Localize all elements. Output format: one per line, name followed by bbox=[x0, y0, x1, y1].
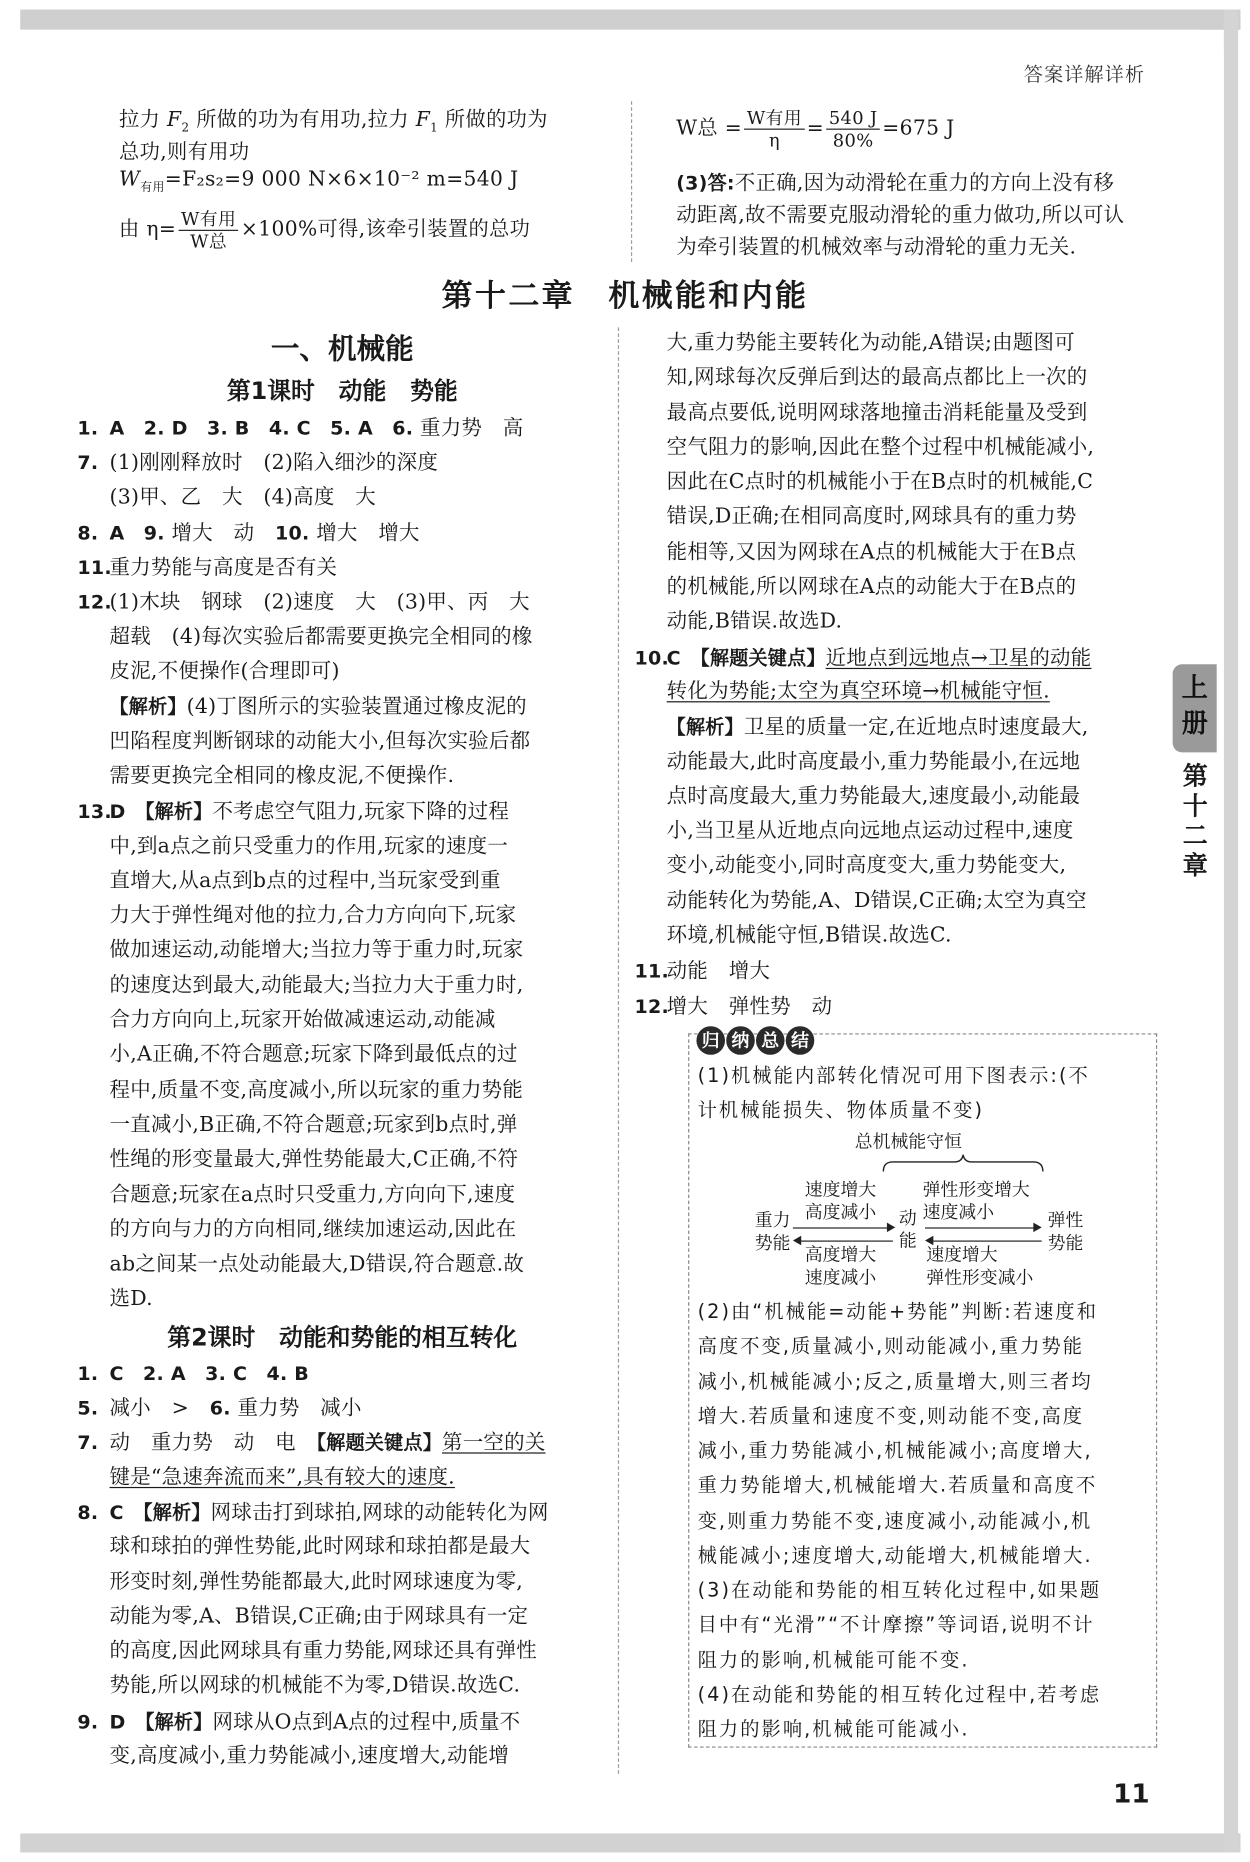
text-segment: 重力势 减小 bbox=[230, 1396, 362, 1421]
answer-line bbox=[635, 849, 1165, 884]
summary-line: 变,则重力势能不变,速度减小,动能减小,机 bbox=[697, 1508, 1093, 1532]
answer-line bbox=[77, 1425, 607, 1460]
text-segment: 形变时刻,弹性势能都最大,此时网球速度为零, bbox=[109, 1569, 524, 1594]
right-column bbox=[635, 326, 1165, 1024]
text-segment: C 2. A 3. C 4. B bbox=[109, 1361, 310, 1385]
answer-line bbox=[635, 326, 1165, 361]
text-segment: 【解题关键点】 bbox=[316, 1431, 443, 1454]
answer-line bbox=[635, 361, 1165, 396]
summary-line: (4)在动能和势能的相互转化过程中,若考虑 bbox=[697, 1683, 1102, 1706]
text-segment: 不考虑空气阻力,玩家下降的过程 bbox=[212, 800, 510, 825]
lesson-1-title: 第1课时 动能 势能 bbox=[226, 376, 458, 405]
text-segment: 变小,动能变小,同时高度变大,重力势能变大, bbox=[666, 854, 1067, 878]
answer-line bbox=[77, 446, 607, 481]
answer-line bbox=[676, 232, 1164, 265]
text-segment: 重力势 高 bbox=[413, 416, 524, 441]
text-segment: 减小 > bbox=[109, 1396, 210, 1421]
text-segment: 不正确,因为动滑轮在重力的方向上没有移 bbox=[734, 171, 1115, 196]
item-number: 7. bbox=[77, 451, 99, 475]
answer-line bbox=[77, 1283, 607, 1318]
answer-line bbox=[77, 1565, 607, 1600]
running-header: 答案详解详析 bbox=[1023, 63, 1146, 86]
text-segment: 合力方向向上,玩家开始做减速运动,动能减 bbox=[109, 1008, 496, 1033]
answer-line bbox=[77, 1356, 607, 1391]
badge-char: 总 bbox=[756, 1026, 785, 1055]
answer-line bbox=[77, 1635, 607, 1670]
text-segment: 力大于弹性绳对他的拉力,合力方向向下,玩家 bbox=[109, 903, 517, 928]
answer-line bbox=[77, 1213, 607, 1248]
text-segment: A 9. bbox=[109, 521, 165, 544]
text-segment: 键是“急速奔流而来”,具有较大的速度. bbox=[109, 1465, 455, 1489]
lesson-2-answers bbox=[77, 1356, 607, 1775]
arrow-right-icon bbox=[925, 1227, 1039, 1228]
summary-line: (3)在动能和势能的相互转化过程中,如果题 bbox=[697, 1578, 1102, 1602]
gravitational-pe-label: 重力 势能 bbox=[754, 1209, 791, 1254]
answer-line bbox=[635, 396, 1165, 431]
chapter-tab: 第十二章 bbox=[1182, 761, 1208, 880]
answer-line bbox=[77, 1143, 607, 1178]
text-segment: 网球从O点到A点的过程中,质量不 bbox=[212, 1710, 521, 1735]
text-segment: 【解析】 bbox=[109, 695, 187, 719]
answer-line bbox=[635, 570, 1165, 605]
text-segment: 最高点要低,说明网球落地撞击消耗能量及受到 bbox=[666, 400, 1088, 425]
text-segment: ab之间某一点处动能最大,D错误,符合题意.故 bbox=[109, 1252, 525, 1277]
answer-line bbox=[77, 934, 607, 969]
text-segment: 动距离,故不需要克服动滑轮的重力做功,所以可认 bbox=[676, 202, 1125, 227]
answer-line bbox=[77, 1739, 607, 1774]
answer-line bbox=[635, 431, 1165, 466]
scan-border-top bbox=[20, 10, 1240, 30]
answer-line bbox=[635, 501, 1165, 536]
answer-line bbox=[77, 829, 607, 864]
text-segment: C 【解析】 bbox=[109, 1501, 211, 1524]
text-segment: C 【解题关键点】 bbox=[666, 646, 826, 669]
item-number: 1. bbox=[77, 416, 99, 440]
item-number: 8. bbox=[77, 521, 99, 544]
text-segment: 直增大,从a点到b点的过程中,当玩家受到重 bbox=[109, 868, 501, 893]
text-segment: 选D. bbox=[109, 1287, 153, 1312]
text-segment: 动能转化为势能,A、D错误,C正确;太空为真空 bbox=[666, 889, 1087, 913]
volume-tab: 上册 bbox=[1173, 664, 1217, 752]
text-segment: 近地点到远地点→卫星的动能 bbox=[825, 646, 1092, 670]
item-number: 9. bbox=[77, 1710, 99, 1733]
column-divider-top bbox=[631, 101, 632, 262]
elastic-pe-label: 弹性 势能 bbox=[1047, 1209, 1084, 1254]
text-segment: 增大 增大 bbox=[309, 521, 420, 546]
text-segment: 小,A正确,不符合题意;玩家下降到最低点的过 bbox=[109, 1043, 518, 1068]
text-segment: 势能,所以网球的机械能不为零,D错误.故选C. bbox=[109, 1674, 521, 1699]
item-number: 12. bbox=[634, 994, 670, 1018]
text-segment: 合题意;玩家在a点时只受重力,方向向下,速度 bbox=[109, 1182, 516, 1207]
text-segment: A 2. D 3. B 4. C 5. A 6. bbox=[109, 416, 414, 440]
item-number: 1. bbox=[77, 1361, 99, 1385]
answer-line bbox=[77, 794, 607, 829]
text-segment: D 【解析】 bbox=[109, 1710, 213, 1733]
item-number: 10. bbox=[634, 646, 670, 669]
text-segment: 卫星的质量一定,在近地点时速度最大, bbox=[743, 715, 1089, 740]
kinetic-energy-label: 动 能 bbox=[898, 1207, 917, 1252]
answer-line bbox=[77, 1178, 607, 1213]
text-segment: 性绳的形变量最大,弹性势能最大,C正确,不符 bbox=[109, 1147, 519, 1172]
item-number: 12. bbox=[77, 591, 112, 614]
text-segment: (4)丁图所示的实验装置通过橡皮泥的 bbox=[186, 695, 527, 720]
diagram-label: 速度增大 高度减小 bbox=[804, 1178, 877, 1223]
answer-line bbox=[77, 550, 607, 585]
answer-line bbox=[635, 745, 1165, 780]
arrow-left-icon bbox=[795, 1241, 893, 1242]
text-segment: 的方向与力的方向相同,继续加速运动,因此在 bbox=[109, 1217, 517, 1242]
answer-line bbox=[676, 167, 1164, 200]
text-segment: 为牵引装置的机械效率与动滑轮的重力无关. bbox=[676, 235, 1077, 260]
answer-line bbox=[77, 1073, 607, 1108]
answer-line bbox=[77, 1039, 607, 1074]
answer-line bbox=[77, 1670, 607, 1705]
text-segment: 动能最大,此时高度最小,重力势能最小,在远地 bbox=[666, 749, 1081, 774]
badge-char: 纳 bbox=[726, 1026, 755, 1055]
useful-work-formula: $W_{有用}=F_2s_2=9$ 000 N×6×10⁻² m=540 J bbox=[119, 167, 519, 195]
answer-line bbox=[635, 954, 1165, 989]
scan-border-bottom bbox=[20, 1833, 1240, 1852]
text-segment: 动能为零,A、B错误,C正确;由于网球具有一定 bbox=[109, 1604, 529, 1629]
text-segment: 一直减小,B正确,不符合题意;玩家到b点时,弹 bbox=[109, 1113, 518, 1137]
text-segment: 大,重力势能主要转化为动能,A错误;由题图可 bbox=[666, 330, 1075, 355]
text-segment: (3)甲、乙 大 (4)高度 大 bbox=[109, 485, 376, 510]
answer-line bbox=[635, 466, 1165, 501]
item-number: 13. bbox=[77, 800, 112, 823]
answer-line bbox=[77, 411, 607, 446]
top-left-line-2: 总功,则有用功 bbox=[119, 140, 250, 165]
answer-line bbox=[77, 1460, 607, 1495]
answer-line bbox=[635, 605, 1165, 640]
text-segment: 动能,B错误.故选D. bbox=[666, 609, 843, 634]
text-segment: 的高度,因此网球具有重力势能,网球还具有弹性 bbox=[109, 1639, 538, 1664]
text-segment: 动能 增大 bbox=[666, 959, 771, 984]
text-segment: 皮泥,不便操作(合理即可) bbox=[109, 659, 340, 684]
summary-line: 增大.若质量和速度不变,则动能不变,高度 bbox=[697, 1404, 1085, 1428]
text-segment: 6. bbox=[209, 1396, 231, 1420]
left-column bbox=[77, 327, 607, 1774]
item-number: 8. bbox=[77, 1501, 99, 1524]
answer-line bbox=[635, 640, 1165, 675]
text-segment: 点时高度最大,重力势能最大,速度最小,动能最 bbox=[666, 784, 1081, 809]
summary-line: 减小,机械能减小;反之,质量增大,则三者均 bbox=[697, 1369, 1093, 1393]
answer-line bbox=[676, 199, 1164, 232]
text-segment: 做加速运动,动能增大;当拉力等于重力时,玩家 bbox=[109, 938, 524, 963]
answer-line bbox=[77, 585, 607, 620]
lesson-2-title: 第2课时 动能和势能的相互转化 bbox=[167, 1322, 518, 1351]
text-segment: 因此在C点时的机械能小于在B点时的机械能,C bbox=[666, 470, 1094, 495]
summary-line: 目中有“光滑”“不计摩擦”等词语,说明不计 bbox=[697, 1613, 1095, 1637]
answer-line bbox=[635, 535, 1165, 570]
text-segment: 转化为势能;太空为真空环境→机械能守恒. bbox=[666, 679, 1050, 704]
text-segment: 超载 (4)每次实验后都需要更换完全相同的橡 bbox=[109, 624, 533, 649]
answer-line bbox=[77, 620, 607, 655]
text-segment: 【解析】 bbox=[666, 715, 744, 739]
brace-icon bbox=[881, 1152, 1045, 1173]
text-segment: D 【解析】 bbox=[109, 800, 213, 823]
answer-line bbox=[77, 1391, 607, 1426]
answer-line bbox=[77, 760, 607, 795]
text-segment: 小,当卫星从近地点向远地点运动过程中,速度 bbox=[666, 819, 1074, 844]
answer-line bbox=[77, 1248, 607, 1283]
answer-line bbox=[77, 864, 607, 899]
answer-line bbox=[77, 655, 607, 690]
summary-badge bbox=[696, 1026, 814, 1055]
text-segment: 需要更换完全相同的橡皮泥,不便操作. bbox=[109, 764, 455, 789]
text-segment: 知,网球每次反弹后到达的最高点都比上一次的 bbox=[666, 365, 1088, 390]
page-number: 11 bbox=[1113, 1779, 1150, 1810]
item-number: 11. bbox=[634, 959, 670, 983]
diagram-label: 弹性形变增大 速度减小 bbox=[922, 1178, 1030, 1223]
answer-line bbox=[77, 899, 607, 934]
item-number: 7. bbox=[77, 1431, 99, 1454]
section-title: 一、机械能 bbox=[270, 332, 414, 366]
efficiency-formula: 由 η= $\frac{\text{W有用}}{\text{W总}}$ ×100%可得,该牵引装置的总功 bbox=[119, 208, 531, 253]
arrow-left-icon bbox=[927, 1241, 1041, 1242]
text-segment: 能相等,又因为网球在A点的机械能大于在B点 bbox=[666, 540, 1077, 565]
item-number: 5. bbox=[77, 1396, 99, 1420]
summary-line: 阻力的影响,机械能可能不变. bbox=[697, 1648, 970, 1671]
text-segment: 的速度达到最大,动能最大;当拉力大于重力时, bbox=[109, 973, 524, 998]
answer-line bbox=[77, 1704, 607, 1739]
text-segment: 重力势能与高度是否有关 bbox=[109, 556, 338, 580]
answer-line bbox=[635, 710, 1165, 745]
item-number: 11. bbox=[77, 556, 112, 579]
text-segment: (1)木块 钢球 (2)速度 大 (3)甲、丙 大 bbox=[109, 591, 530, 615]
column-divider bbox=[618, 327, 619, 1773]
answer-line bbox=[635, 675, 1165, 710]
summary-line: (1)机械能内部转化情况可用下图表示:(不 bbox=[697, 1064, 1090, 1087]
text-segment: 中,到a点之前只受重力的作用,玩家的速度一 bbox=[109, 834, 509, 858]
answer-line bbox=[635, 919, 1165, 954]
answer-line bbox=[635, 884, 1165, 919]
badge-char: 归 bbox=[696, 1026, 725, 1055]
summary-line: 计机械能损失、物体质量不变) bbox=[697, 1098, 985, 1122]
text-segment: 第一空的关 bbox=[442, 1431, 546, 1456]
answer-line bbox=[77, 969, 607, 1004]
summary-line: 械能减小;速度增大,动能增大,机械能增大. bbox=[697, 1543, 1093, 1567]
answer-line bbox=[77, 1600, 607, 1635]
answer-line bbox=[635, 814, 1165, 849]
text-segment: 网球击打到球拍,网球的动能转化为网 bbox=[210, 1501, 549, 1525]
text-segment: 空气阻力的影响,因此在整个过程中机械能减小, bbox=[666, 435, 1095, 460]
text-segment: 动 重力势 动 电 bbox=[109, 1431, 317, 1456]
text-segment: (1)刚刚释放时 (2)陷入细沙的深度 bbox=[109, 451, 439, 476]
text-segment: 增大 动 bbox=[164, 521, 276, 546]
lesson-1-answers bbox=[77, 411, 607, 1318]
text-segment: 的机械能,所以网球在A点的动能大于在B点的 bbox=[666, 575, 1077, 599]
diagram-title: 总机械能守恒 bbox=[854, 1130, 962, 1153]
summary-line: 高度不变,质量减小,则动能减小,重力势能 bbox=[697, 1334, 1085, 1358]
diagram-label: 高度增大 速度减小 bbox=[804, 1244, 877, 1289]
answer-line bbox=[635, 780, 1165, 815]
answer-line bbox=[77, 480, 607, 515]
diagram-label: 速度增大 弹性形变减小 bbox=[926, 1244, 1034, 1289]
arrow-right-icon bbox=[793, 1227, 893, 1228]
text-segment: 10. bbox=[275, 521, 310, 544]
answer-line bbox=[77, 1004, 607, 1039]
text-segment: 程中,质量不变,高度减小,所以玩家的重力势能 bbox=[109, 1078, 524, 1102]
summary-line: 减小,重力势能减小,机械能减小;高度增大, bbox=[697, 1439, 1093, 1462]
answer-line bbox=[77, 1108, 607, 1143]
text-segment: 球和球拍的弹性势能,此时网球和球拍都是最大 bbox=[109, 1534, 531, 1559]
text-segment: 变,高度减小,重力势能减小,速度增大,动能增 bbox=[109, 1744, 510, 1768]
summary-line: 重力势能增大,机械能增大.若质量和高度不 bbox=[697, 1474, 1098, 1497]
text-segment: (3)答: bbox=[676, 171, 735, 195]
answer-line bbox=[635, 989, 1165, 1024]
total-work-formula: W总 = $\frac{\text{W有用}}{\eta}$ = $\frac{540 J}{80\%}$ =675 J bbox=[676, 107, 955, 152]
answer-line bbox=[77, 1530, 607, 1565]
answer-line bbox=[77, 515, 607, 550]
answer-line bbox=[77, 1495, 607, 1530]
summary-line: (2)由“机械能=动能+势能”判断:若速度和 bbox=[697, 1300, 1099, 1323]
text-segment: 环境,机械能守恒,B错误.故选C. bbox=[666, 923, 952, 948]
summary-line: 阻力的影响,机械能可能减小. bbox=[697, 1717, 970, 1741]
text-segment: 凹陷程度判断钢球的动能大小,但每次实验后都 bbox=[109, 729, 531, 754]
text-segment: 增大 弹性势 动 bbox=[666, 994, 833, 1019]
answer-line bbox=[77, 690, 607, 725]
top-left-line-1: 拉力 $F_2$ 所做的功为有用功,拉力 $F_1$ 所做的功为 bbox=[119, 108, 548, 135]
badge-char: 结 bbox=[786, 1026, 815, 1055]
answer-line bbox=[77, 725, 607, 760]
chapter-title: 第十二章 机械能和内能 bbox=[441, 278, 809, 315]
top-right-answer bbox=[676, 167, 1164, 265]
text-segment: 错误,D正确;在相同高度时,网球具有的重力势 bbox=[666, 505, 1077, 530]
